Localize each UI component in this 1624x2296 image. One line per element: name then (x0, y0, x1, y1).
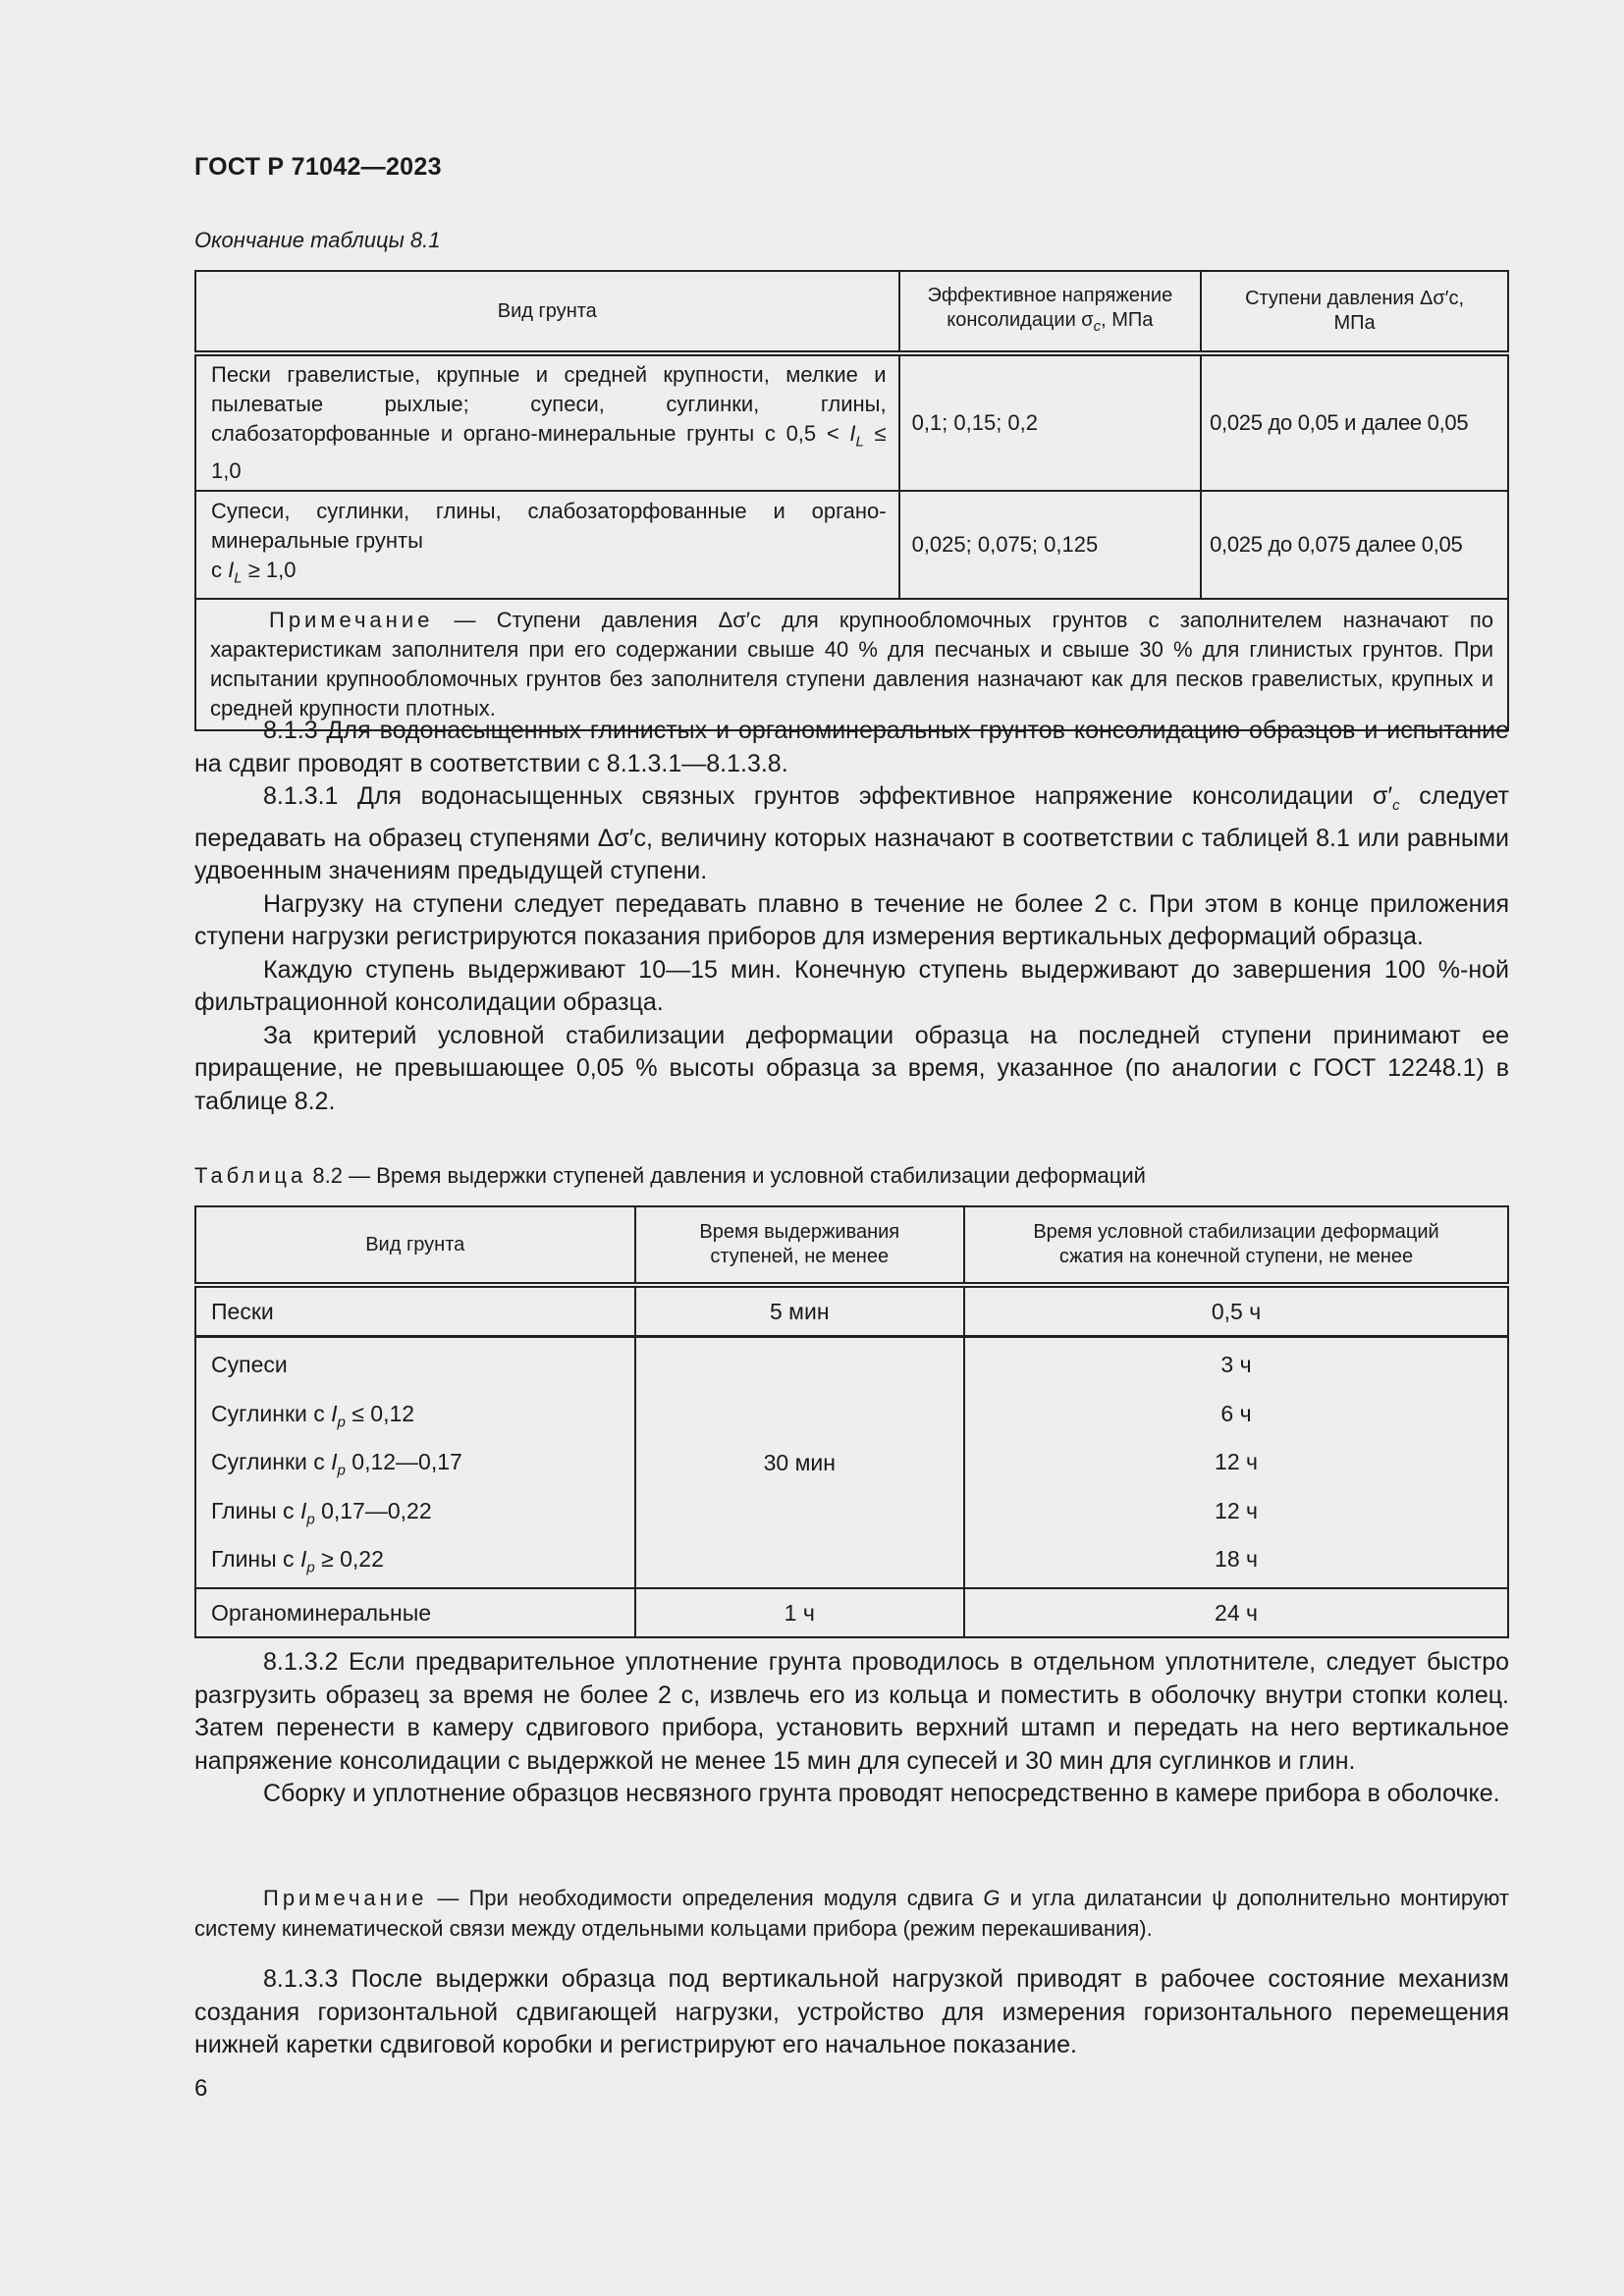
t82-g2-stab: 6 ч (1220, 1400, 1252, 1426)
document-code-header: ГОСТ Р 71042—2023 (194, 153, 442, 181)
t82-header-hold-time-line1: Время выдерживания (699, 1221, 900, 1243)
t81-note-label: Примечание (269, 608, 434, 633)
paragraph-8-1-3-1-part-b: следует передавать на образец ступенями Δσ′c, величину которых назначают в соответствии с таблицей 8.1 или равными удвоенным значениям предыдущей ступени. (194, 782, 1510, 884)
t82-g3-sub: p (337, 1462, 346, 1479)
table-8-1-header-row (195, 271, 1508, 353)
paragraph-8-1-3-1-sub: c (1392, 797, 1400, 814)
t82-g5-var: I (299, 1546, 307, 1573)
t81-header-effective-stress (899, 271, 1202, 353)
t82-g3-prefix: Суглинки с (211, 1449, 325, 1475)
t81-header-pressure-steps (1201, 271, 1508, 353)
table-row (195, 353, 1508, 491)
t82-group-hold: 30 мин (635, 1337, 965, 1588)
t81-row2-steps: 0,025 до 0,075 далее 0,05 (1201, 491, 1508, 599)
paragraph-8-1-3: 8.1.3 Для водонасыщенных глинистых и органоминеральных грунтов консолидацию образцов и испытание на сдвиг проводят в соответствии с 8.1.3.1—8.1.3.8. (194, 717, 1509, 777)
t82-g2-var: I (331, 1400, 338, 1426)
t81-note-text: — Ступени давления Δσ′c для крупнообломочных грунтов с заполнителем назначают по характеристикам заполнителя при его содержании свыше 40 % для песчаных и свыше 30 % для глинистых грунтов. При испытании крупнообломочных грунтов без заполнителя ступени давления назначают как для песков гравелистых, крупных и средней крупности плотных. (210, 608, 1493, 721)
note-kinematic-paragraph (194, 1883, 1509, 1944)
t82-header-soil-type (195, 1206, 635, 1285)
t82-g1-stab: 3 ч (1220, 1352, 1252, 1377)
t82-g5-sub: p (306, 1559, 315, 1576)
paragraph-8-1-3-1-part-a: 8.1.3.1 Для водонасыщенных связных грунтов эффективное напряжение консолидации σ′ (263, 782, 1393, 810)
t82-sand-hold: 5 мин (635, 1285, 965, 1337)
table-8-1-continuation-caption: Окончание таблицы 8.1 (194, 228, 441, 252)
paragraph-8-1-3-1 (194, 780, 1509, 888)
t81-row2-prefix: с (211, 558, 222, 583)
t82-g3-name (211, 1438, 620, 1487)
section-8-1-3-3-text (194, 1963, 1509, 2062)
paragraph-step-duration: Каждую ступень выдерживают 10—15 мин. Конечную ступень выдерживают до завершения 100 %-ной фильтрационной консолидации образца. (194, 955, 1509, 1016)
t81-row1-sub: L (855, 433, 864, 451)
t82-g3-suffix: 0,12—0,17 (352, 1449, 462, 1475)
t82-g4-sub: p (306, 1511, 315, 1528)
t81-row1-limit: ≤ 1,0 (211, 421, 887, 484)
t81-header-effective-stress-unit: , МПа (1101, 309, 1154, 331)
paragraph-load-steps: Нагрузку на ступени следует передавать плавно в течение не более 2 с. При этом в конце приложения ступени нагрузки регистрируются показания приборов для измерения вертикальных деформаций образца. (194, 889, 1509, 950)
table-8-1 (194, 270, 1509, 731)
table-8-2-caption (194, 1163, 1146, 1189)
t82-g4-prefix: Глины с (211, 1497, 295, 1523)
t82-header-hold-time-line2: ступеней, не менее (710, 1246, 890, 1267)
t82-header-stabilization-line2: сжатия на конечной ступени, не менее (1058, 1246, 1414, 1267)
section-8-1-3-text (194, 715, 1509, 1118)
paragraph-8-1-3-3: 8.1.3.3 После выдержки образца под вертикальной нагрузкой приводят в рабочее состояние механизм создания горизонтальной сдвигающей нагрузки, устройство для измерения горизонтального перемещения нижней каретки сдвиговой коробки и регистрируют его начальное показание. (194, 1965, 1509, 2058)
note-kinematic-var: G (983, 1886, 1001, 1910)
t82-group-stab (964, 1337, 1508, 1588)
t81-header-effective-stress-sub: c (1093, 318, 1102, 335)
t81-row2-stress: 0,025; 0,075; 0,125 (899, 491, 1202, 599)
t82-org-stab: 24 ч (964, 1588, 1508, 1637)
table-8-2 (194, 1205, 1509, 1638)
t82-g2-sub: p (337, 1414, 346, 1431)
t82-g1-name: Супеси (211, 1352, 288, 1377)
t82-g5-name (211, 1535, 620, 1584)
t81-row2-var: I (228, 558, 235, 583)
t81-row2-limit: ≥ 1,0 (247, 558, 297, 583)
t82-g3-stab: 12 ч (1215, 1449, 1258, 1475)
t82-g4-var: I (299, 1497, 307, 1523)
t82-g2-name (211, 1390, 620, 1439)
t81-header-effective-stress-line2: консолидации σ (947, 309, 1094, 331)
paragraph-8-1-3-2: 8.1.3.2 Если предварительное уплотнение грунта проводилось в отдельном уплотнителе, следует быстро разгрузить образец за время не более 2 с, извлечь его из кольца и поместить в оболочку внутри стопки колец. Затем перенести в камеру сдвигового прибора, установить верхний штамп и передать на него вертикальное напряжение консолидации с выдержкой не менее 15 мин для супесей и 30 мин для суглинков и глин. (194, 1648, 1509, 1775)
t82-header-soil-type-text: Вид грунта (365, 1233, 465, 1255)
table-8-2-caption-label: Таблица (194, 1163, 307, 1188)
t81-header-effective-stress-line1: Эффективное напряжение (927, 285, 1173, 306)
table-8-2-caption-text: 8.2 — Время выдержки ступеней давления и условной стабилизации деформаций (306, 1163, 1146, 1188)
t82-header-stabilization-line1: Время условной стабилизации деформаций (1033, 1221, 1439, 1243)
t82-org-hold: 1 ч (635, 1588, 965, 1637)
t81-note (195, 599, 1508, 730)
table-8-1-note-row (195, 599, 1508, 730)
t82-header-hold-time (635, 1206, 965, 1285)
t82-g5-stab: 18 ч (1215, 1546, 1258, 1573)
paragraph-assembly: Сборку и уплотнение образцов несвязного грунта проводят непосредственно в камере прибора в оболочке. (263, 1780, 1500, 1807)
t82-g5-suffix: ≥ 0,22 (321, 1546, 384, 1573)
t81-row2-sub: L (234, 569, 243, 587)
t81-row1-var: I (849, 421, 856, 446)
table-row-group (195, 1337, 1508, 1588)
note-kinematic-label: Примечание (263, 1886, 428, 1910)
t82-header-stabilization-time (964, 1206, 1508, 1285)
note-kinematic-link (194, 1883, 1509, 1944)
table-8-2-header-row (195, 1206, 1508, 1285)
page-number: 6 (194, 2075, 208, 2102)
t82-g2-prefix: Суглинки с (211, 1400, 325, 1426)
t82-sand-name: Пески (195, 1285, 635, 1337)
t81-row1-steps: 0,025 до 0,05 и далее 0,05 (1201, 353, 1508, 491)
t81-row1-soil-text: Пески гравелистые, крупные и средней крупности, мелкие и пылеватые рыхлые; супеси, суглинки, глины, слабозаторфованные и органо-минеральные грунты с 0,5 < (211, 362, 887, 446)
table-row (195, 491, 1508, 599)
note-kinematic-text-a: — При необходимости определения модуля сдвига (427, 1886, 984, 1910)
t82-g4-name (211, 1487, 620, 1536)
t81-row1-stress: 0,1; 0,15; 0,2 (899, 353, 1202, 491)
t81-header-pressure-steps-line2: МПа (1333, 312, 1376, 334)
section-8-1-3-2-text (194, 1646, 1509, 1811)
t82-org-name: Органоминеральные (195, 1588, 635, 1637)
t82-g3-var: I (331, 1449, 338, 1475)
t81-row2-soil-text: Супеси, суглинки, глины, слабозаторфованные и органо-минеральные грунты (211, 499, 887, 554)
t81-header-soil-type (195, 271, 899, 353)
t81-row2-soil-type (195, 491, 899, 599)
t82-sand-stab: 0,5 ч (964, 1285, 1508, 1337)
table-row (195, 1285, 1508, 1337)
t81-header-pressure-steps-line1: Ступени давления Δσ′c, (1245, 288, 1464, 309)
paragraph-stabilization-criterion: За критерий условной стабилизации деформации образца на последней ступени принимают ее приращение, не превышающее 0,05 % высоты образца за время, указанное (по аналогии с ГОСТ 12248.1) в таблице 8.2. (194, 1021, 1509, 1115)
table-row (195, 1588, 1508, 1637)
t82-g4-suffix: 0,17—0,22 (321, 1497, 432, 1523)
t82-g4-stab: 12 ч (1215, 1497, 1258, 1523)
note-kinematic-text-b: и угла дилатансии ψ дополнительно монтируют систему кинематической связи между отдельными кольцами прибора (режим перекашивания). (194, 1886, 1509, 1941)
t81-row1-soil-type (195, 353, 899, 491)
t82-g5-prefix: Глины с (211, 1546, 295, 1573)
t82-group-names (195, 1337, 635, 1588)
t82-g2-suffix: ≤ 0,12 (352, 1400, 415, 1426)
t81-header-soil-type-text: Вид грунта (497, 299, 597, 322)
